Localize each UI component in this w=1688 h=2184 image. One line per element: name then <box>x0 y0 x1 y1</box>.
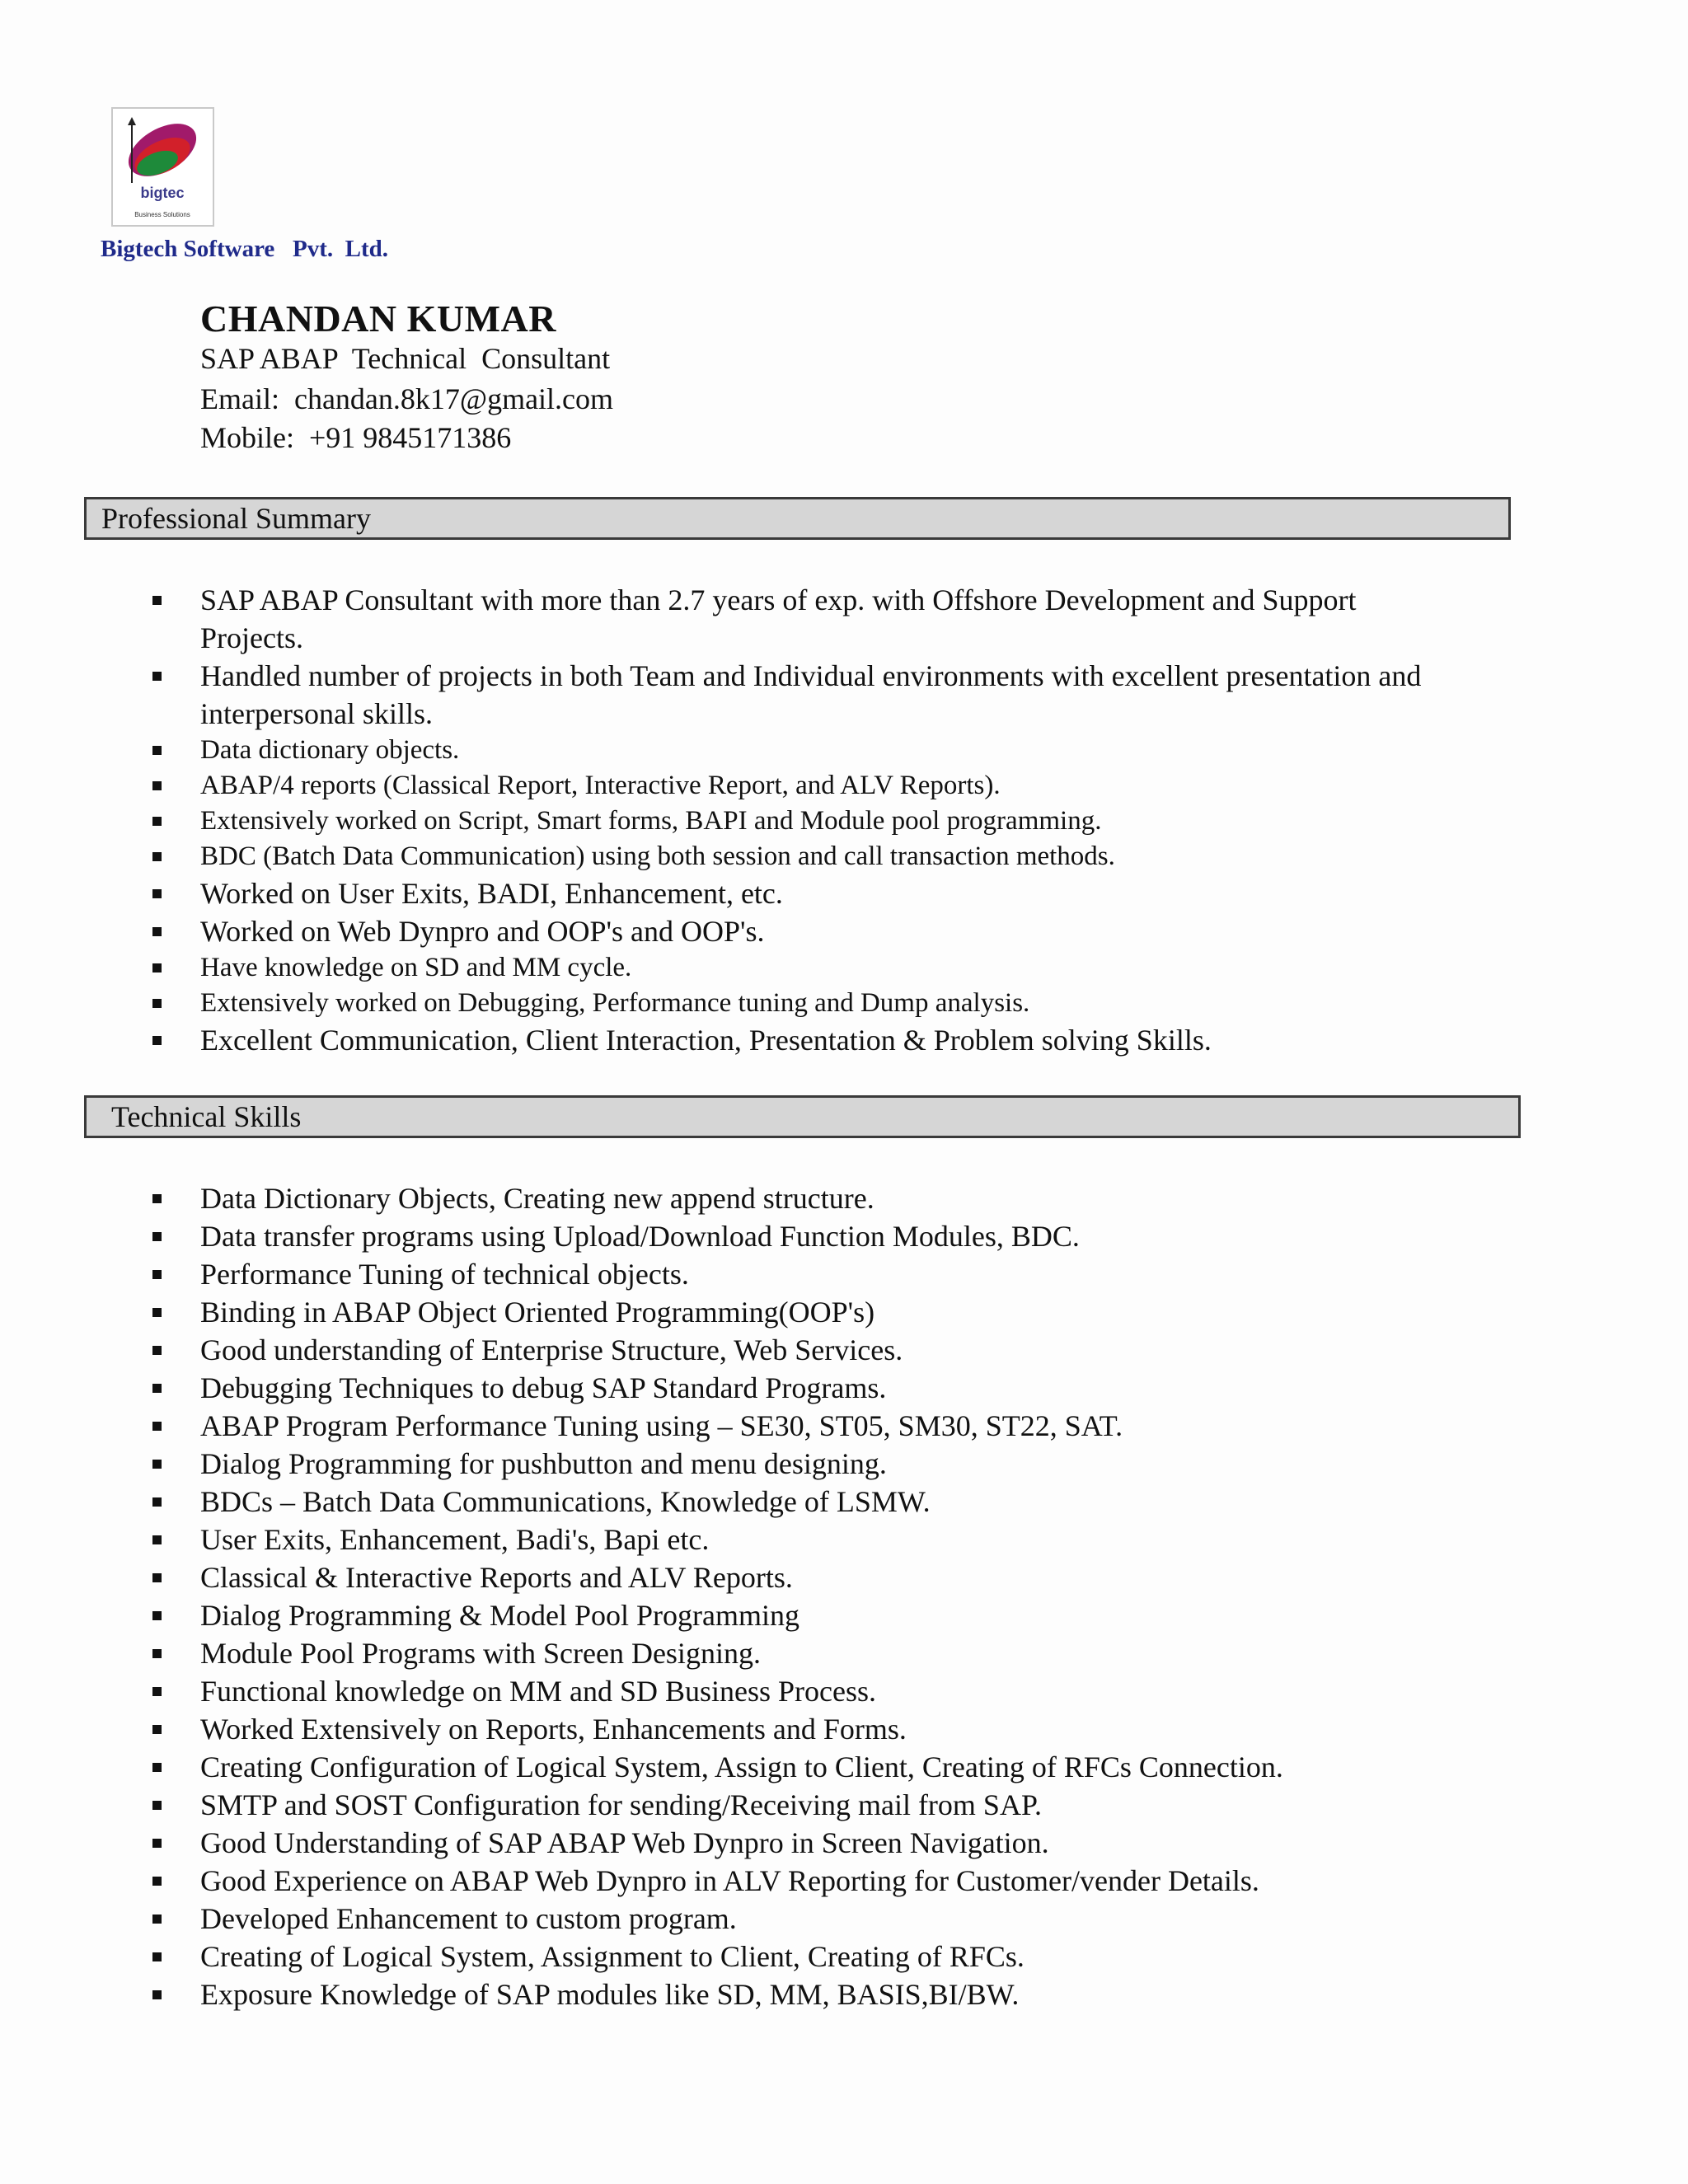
list-item: Performance Tuning of technical objects. <box>148 1255 1434 1293</box>
company-name: Bigtech Software Pvt. Ltd. <box>101 236 389 262</box>
logo-wordmark: bigtec <box>140 185 185 201</box>
list-item: Developed Enhancement to custom program. <box>148 1900 1434 1938</box>
list-item: SAP ABAP Consultant with more than 2.7 years of exp. with Offshore Development and Support Projects. <box>148 581 1434 657</box>
bullet-icon <box>152 1232 162 1241</box>
bullet-icon <box>152 1036 162 1045</box>
list-item: Debugging Techniques to debug SAP Standard Programs. <box>148 1369 1434 1407</box>
technical-skills-list <box>148 1179 1434 2013</box>
technical-skills-heading: Technical Skills <box>84 1095 1521 1138</box>
list-item: Dialog Programming for pushbutton and menu designing. <box>148 1445 1434 1483</box>
list-item: BDC (Batch Data Communication) using both session and call transaction methods. <box>148 839 1434 874</box>
bullet-icon <box>152 1194 162 1203</box>
bullet-icon <box>152 1687 162 1696</box>
bullet-icon <box>152 1308 162 1317</box>
bullet-icon <box>152 1952 162 1961</box>
bullet-icon <box>152 1877 162 1886</box>
bullet-icon <box>152 1535 162 1544</box>
bullet-icon <box>152 672 162 681</box>
bullet-icon <box>152 927 162 936</box>
list-item: Good Experience on ABAP Web Dynpro in ALV Reporting for Customer/vender Details. <box>148 1862 1434 1900</box>
bullet-icon <box>152 1763 162 1772</box>
bullet-icon <box>152 1346 162 1355</box>
list-item: Dialog Programming & Model Pool Programming <box>148 1596 1434 1634</box>
bullet-icon <box>152 1611 162 1620</box>
list-item: Worked on Web Dynpro and OOP's and OOP's. <box>148 912 1434 950</box>
list-item: Exposure Knowledge of SAP modules like SD, MM, BASIS,BI/BW. <box>148 1975 1434 2013</box>
bullet-icon <box>152 1270 162 1279</box>
bullet-icon <box>152 1422 162 1431</box>
list-item: Data transfer programs using Upload/Download Function Modules, BDC. <box>148 1217 1434 1255</box>
logo-tagline: Business Solutions <box>134 211 190 218</box>
list-item: ABAP Program Performance Tuning using – SE30, ST05, SM30, ST22, SAT. <box>148 1407 1434 1445</box>
bullet-icon <box>152 1801 162 1810</box>
bullet-icon <box>152 1839 162 1848</box>
list-item: ABAP/4 reports (Classical Report, Interactive Report, and ALV Reports). <box>148 768 1434 804</box>
list-item: Worked on User Exits, BADI, Enhancement, etc. <box>148 874 1434 912</box>
list-item: Extensively worked on Debugging, Performance tuning and Dump analysis. <box>148 986 1434 1021</box>
bullet-icon <box>152 889 162 898</box>
professional-summary-list <box>148 581 1434 1059</box>
list-item: Extensively worked on Script, Smart forms, BAPI and Module pool programming. <box>148 804 1434 839</box>
list-item: Classical & Interactive Reports and ALV Reports. <box>148 1558 1434 1596</box>
bullet-icon <box>152 852 162 861</box>
bullet-icon <box>152 1649 162 1658</box>
candidate-email: Email: chandan.8k17@gmail.com <box>200 382 614 415</box>
bullet-icon <box>152 999 162 1008</box>
bullet-icon <box>152 596 162 605</box>
bullet-icon <box>152 1497 162 1507</box>
list-item: SMTP and SOST Configuration for sending/Receiving mail from SAP. <box>148 1786 1434 1824</box>
list-item: Worked Extensively on Reports, Enhancements and Forms. <box>148 1710 1434 1748</box>
bullet-icon <box>152 817 162 826</box>
candidate-title: SAP ABAP Technical Consultant <box>200 342 611 375</box>
bullet-icon <box>152 1384 162 1393</box>
candidate-name: CHANDAN KUMAR <box>200 298 556 340</box>
company-logo <box>111 107 214 227</box>
bullet-icon <box>152 1990 162 1999</box>
bullet-icon <box>152 781 162 790</box>
list-item: Handled number of projects in both Team and Individual environments with excellent presentation and interpersonal skills. <box>148 657 1434 733</box>
list-item: Excellent Communication, Client Interaction, Presentation & Problem solving Skills. <box>148 1021 1434 1059</box>
bullet-icon <box>152 963 162 972</box>
bullet-icon <box>152 1725 162 1734</box>
list-item: Good understanding of Enterprise Structure, Web Services. <box>148 1331 1434 1369</box>
list-item: Creating Configuration of Logical System, Assign to Client, Creating of RFCs Connection. <box>148 1748 1434 1786</box>
bullet-icon <box>152 1460 162 1469</box>
list-item: Data dictionary objects. <box>148 733 1434 768</box>
list-item: Binding in ABAP Object Oriented Programming(OOP's) <box>148 1293 1434 1331</box>
list-item: Have knowledge on SD and MM cycle. <box>148 950 1434 986</box>
bullet-icon <box>152 1915 162 1924</box>
list-item: Good Understanding of SAP ABAP Web Dynpro in Screen Navigation. <box>148 1824 1434 1862</box>
bullet-icon <box>152 1573 162 1582</box>
list-item: Module Pool Programs with Screen Designing. <box>148 1634 1434 1672</box>
candidate-mobile: Mobile: +91 9845171386 <box>200 421 512 454</box>
professional-summary-heading: Professional Summary <box>84 497 1511 540</box>
list-item: User Exits, Enhancement, Badi's, Bapi etc. <box>148 1521 1434 1558</box>
list-item: Functional knowledge on MM and SD Business Process. <box>148 1672 1434 1710</box>
bullet-icon <box>152 746 162 755</box>
list-item: BDCs – Batch Data Communications, Knowledge of LSMW. <box>148 1483 1434 1521</box>
list-item: Creating of Logical System, Assignment to Client, Creating of RFCs. <box>148 1938 1434 1975</box>
list-item: Data Dictionary Objects, Creating new append structure. <box>148 1179 1434 1217</box>
